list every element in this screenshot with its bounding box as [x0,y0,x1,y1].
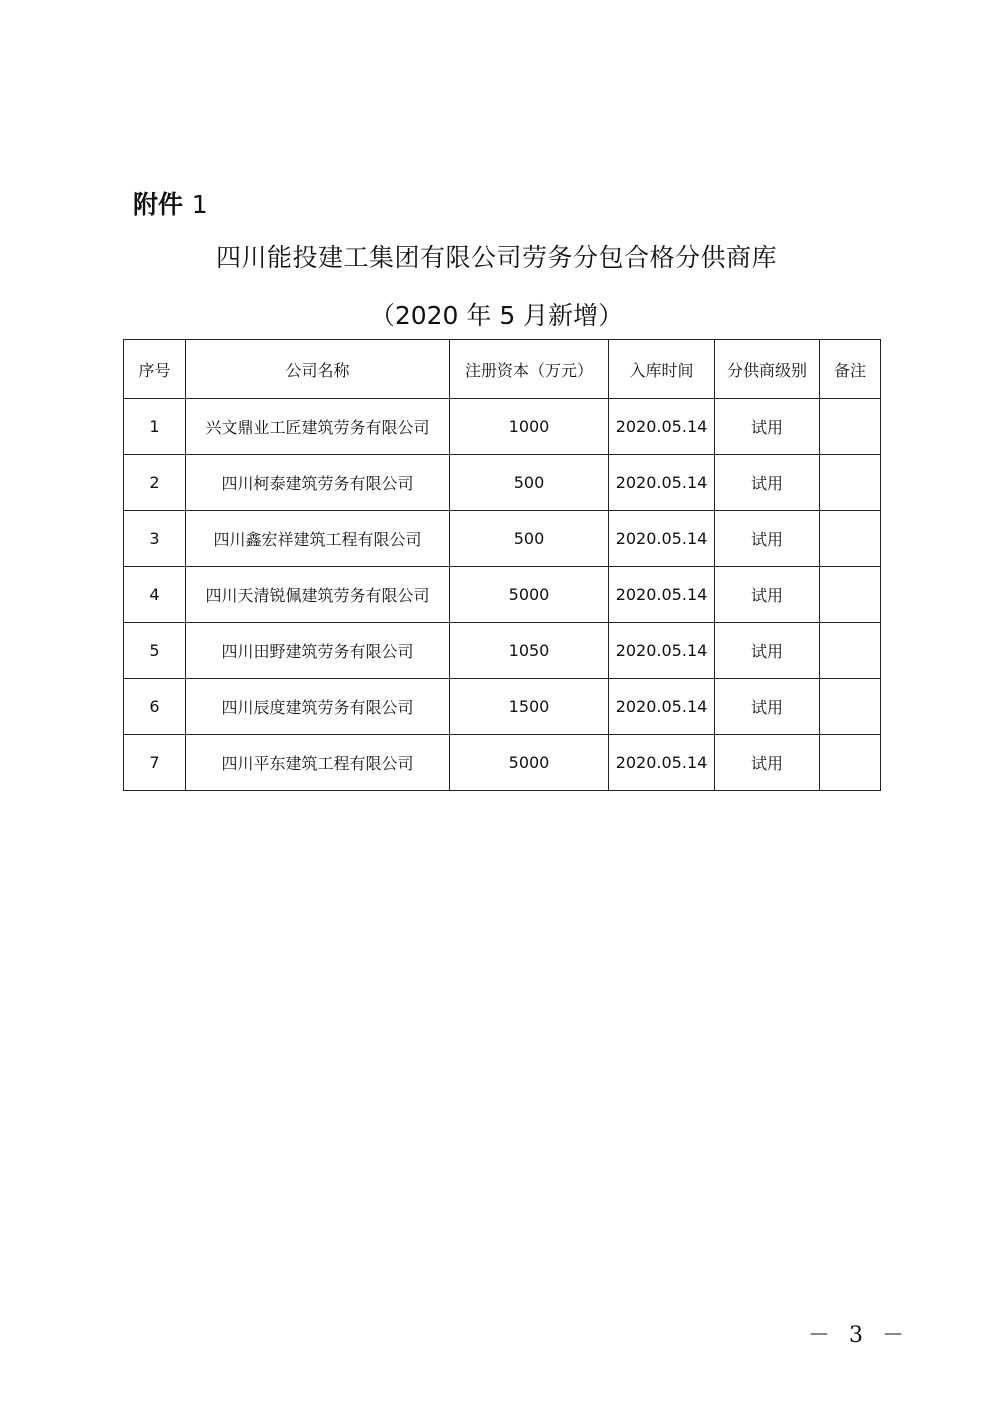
cell-supplier-level: 试用 [715,455,820,511]
header-entry-date: 入库时间 [609,340,715,399]
header-index: 序号 [124,340,186,399]
cell-supplier-level: 试用 [715,679,820,735]
cell-remarks [820,679,881,735]
cell-company-name: 四川平东建筑工程有限公司 [186,735,450,791]
cell-entry-date: 2020.05.14 [609,511,715,567]
cell-index: 3 [124,511,186,567]
table-row [124,511,881,567]
cell-supplier-level: 试用 [715,623,820,679]
cell-company-name: 四川鑫宏祥建筑工程有限公司 [186,511,450,567]
cell-entry-date: 2020.05.14 [609,567,715,623]
cell-supplier-level: 试用 [715,511,820,567]
cell-supplier-level: 试用 [715,735,820,791]
attachment-label [133,185,208,221]
cell-company-name: 四川田野建筑劳务有限公司 [186,623,450,679]
cell-remarks [820,567,881,623]
cell-index: 1 [124,399,186,455]
cell-registered-capital: 1500 [450,679,609,735]
cell-supplier-level: 试用 [715,399,820,455]
cell-remarks [820,511,881,567]
cell-remarks [820,623,881,679]
cell-company-name: 四川柯泰建筑劳务有限公司 [186,455,450,511]
cell-index: 6 [124,679,186,735]
cell-index: 7 [124,735,186,791]
table-row [124,455,881,511]
attachment-number: 1 [191,190,208,219]
cell-entry-date: 2020.05.14 [609,455,715,511]
table-row [124,567,881,623]
cell-registered-capital: 5000 [450,735,609,791]
table-row [124,679,881,735]
cell-supplier-level: 试用 [715,567,820,623]
cell-index: 5 [124,623,186,679]
table-row [124,735,881,791]
cell-entry-date: 2020.05.14 [609,399,715,455]
cell-registered-capital: 500 [450,511,609,567]
cell-registered-capital: 5000 [450,567,609,623]
header-remarks: 备注 [820,340,881,399]
header-company-name: 公司名称 [186,340,450,399]
table-row [124,623,881,679]
cell-index: 4 [124,567,186,623]
attachment-text: 附件 [133,190,184,219]
cell-registered-capital: 1000 [450,399,609,455]
header-registered-capital: 注册资本（万元） [450,340,609,399]
cell-registered-capital: 1050 [450,623,609,679]
cell-company-name: 兴文鼎业工匠建筑劳务有限公司 [186,399,450,455]
header-supplier-level: 分供商级别 [715,340,820,399]
cell-company-name: 四川天清锐佩建筑劳务有限公司 [186,567,450,623]
document-subtitle: （2020 年 5 月新增） [369,301,624,330]
table-header-row [124,340,881,399]
cell-entry-date: 2020.05.14 [609,679,715,735]
cell-remarks [820,455,881,511]
supplier-table [123,339,881,791]
table-row [124,399,881,455]
cell-entry-date: 2020.05.14 [609,623,715,679]
cell-registered-capital: 500 [450,455,609,511]
page-number: － 3 － [808,1323,910,1348]
cell-index: 2 [124,455,186,511]
document-title: 四川能投建工集团有限公司劳务分包合格分供商库 [215,243,777,272]
cell-remarks [820,399,881,455]
cell-company-name: 四川辰度建筑劳务有限公司 [186,679,450,735]
cell-entry-date: 2020.05.14 [609,735,715,791]
cell-remarks [820,735,881,791]
